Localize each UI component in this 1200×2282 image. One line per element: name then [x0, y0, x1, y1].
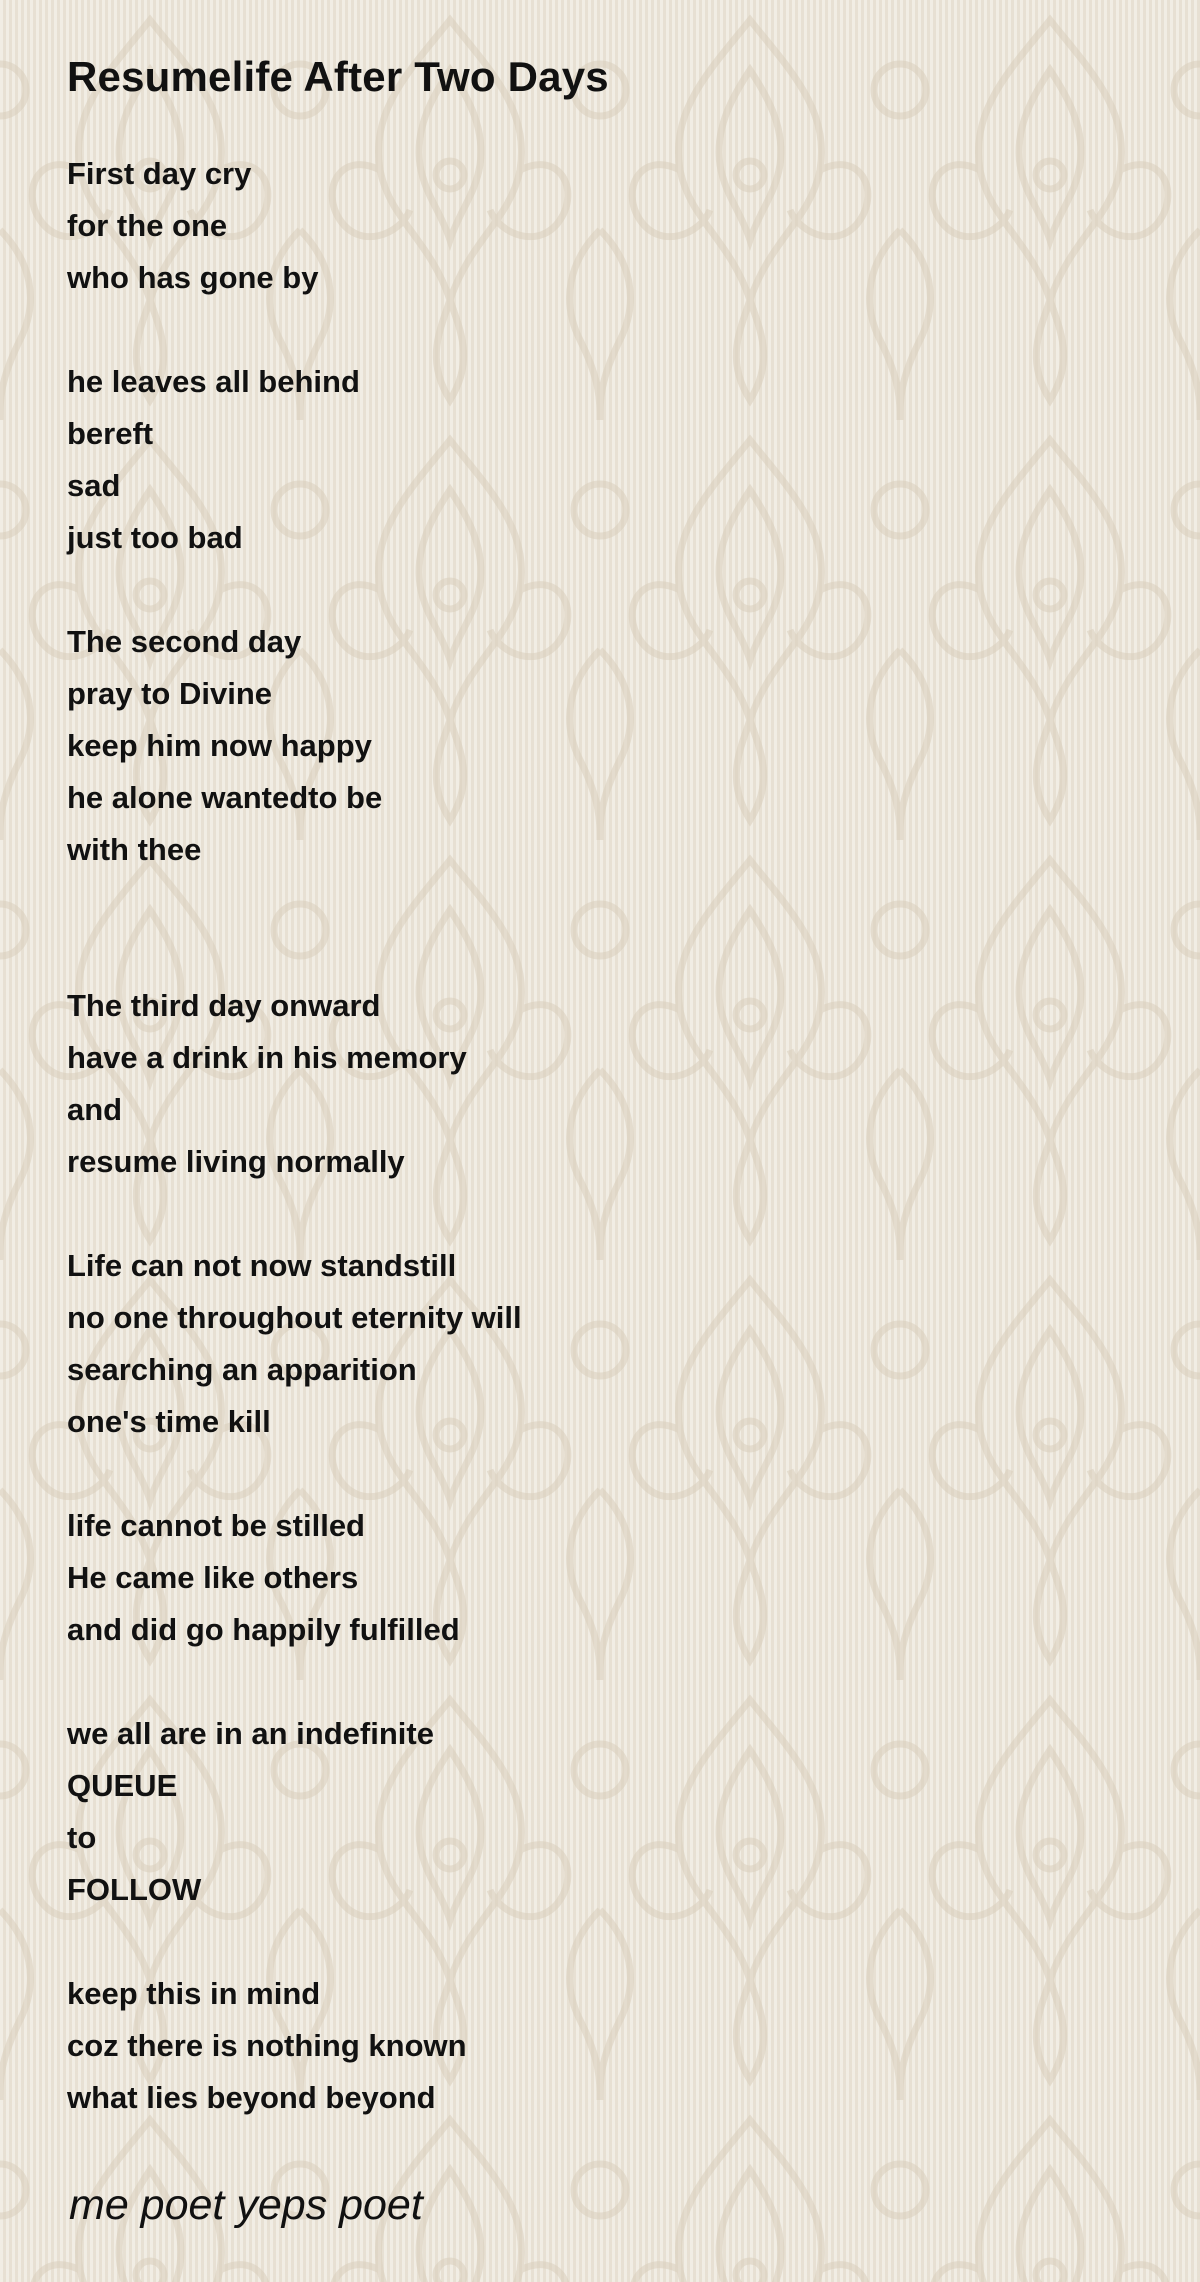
- poem-line: who has gone by: [67, 260, 319, 295]
- poem-line: just too bad: [67, 520, 243, 555]
- poem-line: keep this in mind: [67, 1976, 321, 2011]
- poem-line: sad: [67, 468, 121, 503]
- poem-line: to: [67, 1820, 97, 1855]
- poem-line: coz there is nothing known: [67, 2028, 467, 2063]
- poem-line: and: [67, 1092, 123, 1127]
- poem-line: life cannot be stilled: [67, 1508, 365, 1543]
- poem-line: we all are in an indefinite: [67, 1716, 434, 1751]
- poem-line: have a drink in his memory: [67, 1040, 467, 1075]
- poem-line: he alone wantedto be: [67, 780, 383, 815]
- poem-line: First day cry: [67, 156, 252, 191]
- poem-line: [67, 928, 1067, 980]
- poem-line: [67, 1656, 1067, 1708]
- poem-line: He came like others: [67, 1560, 359, 1595]
- poem-line: no one throughout eternity will: [67, 1300, 522, 1335]
- poem-line: bereft: [67, 416, 154, 451]
- poem-line: [67, 1448, 1067, 1500]
- poem-line: The third day onward: [67, 988, 381, 1023]
- poem-line: with thee: [67, 832, 202, 867]
- poem-line: The second day: [67, 624, 302, 659]
- poem-line: for the one: [67, 208, 228, 243]
- poem-line: pray to Divine: [67, 676, 272, 711]
- poem-line: what lies beyond beyond: [67, 2080, 436, 2115]
- poem-line: resume living normally: [67, 1144, 405, 1179]
- poem-author: me poet yeps poet: [69, 2181, 423, 2229]
- poem-line: QUEUE: [67, 1768, 178, 1803]
- poem-line: searching an apparition: [67, 1352, 417, 1387]
- poem-line: [67, 1188, 1067, 1240]
- poem-line: one's time kill: [67, 1404, 271, 1439]
- poem-line: FOLLOW: [67, 1872, 202, 1907]
- poem-line: [67, 876, 1067, 928]
- poem-line: [67, 1916, 1067, 1968]
- poem-title: Resumelife After Two Days: [67, 53, 609, 100]
- poem-line: he leaves all behind: [67, 364, 360, 399]
- poem-page: [67, 48, 1067, 2124]
- poem-line: [67, 304, 1067, 356]
- poem-body: [67, 148, 1067, 2124]
- poem-line: Life can not now standstill: [67, 1248, 457, 1283]
- poem-line: and did go happily fulfilled: [67, 1612, 460, 1647]
- poem-line: [67, 564, 1067, 616]
- poem-line: keep him now happy: [67, 728, 372, 763]
